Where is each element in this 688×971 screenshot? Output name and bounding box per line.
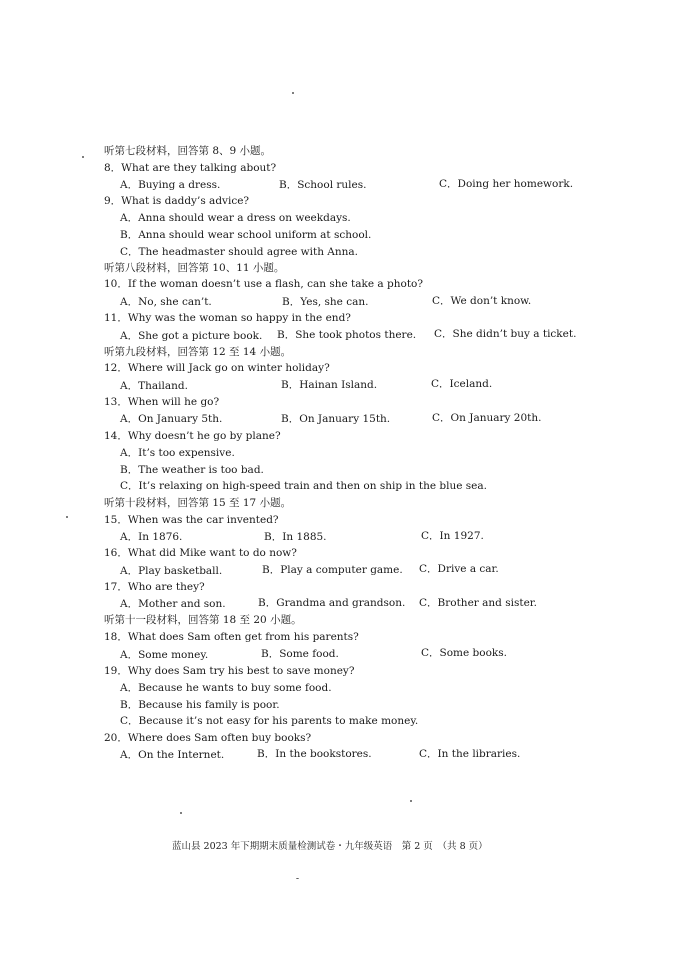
option-b: B．Because his family is poor.: [120, 699, 280, 711]
option-b: B．School rules.: [279, 179, 367, 191]
option-a: A．On the Internet.: [120, 749, 225, 761]
option-c: C．It’s relaxing on high-speed train and then on ship in the blue sea.: [120, 480, 487, 492]
option-a: A．Some money.: [120, 649, 209, 661]
question-text: 9．What is daddy’s advice?: [104, 195, 250, 207]
scan-speck: [82, 156, 84, 158]
section-heading: 听第十段材料，回答第 15 至 17 小题。: [104, 497, 292, 509]
scan-speck: [410, 800, 412, 802]
section-heading: 听第九段材料，回答第 12 至 14 小题。: [104, 346, 292, 358]
option-c: C．In the libraries.: [419, 748, 521, 760]
scan-speck: [292, 92, 294, 94]
option-a: A．On January 5th.: [120, 413, 223, 425]
option-a: A．Buying a dress.: [120, 179, 221, 191]
option-c: C．On January 20th.: [432, 412, 542, 424]
page-footer: 蓝山县 2023 年下期期末质量检测试卷・九年级英语 第 2 页 （共 8 页）: [172, 841, 488, 852]
question-text: 12．Where will Jack go on winter holiday?: [104, 362, 330, 374]
option-a: A．Thailand.: [120, 380, 188, 392]
question-text: 15．When was the car invented?: [104, 514, 279, 526]
section-heading: 听第八段材料，回答第 10、11 小题。: [104, 262, 285, 274]
option-b: B．Yes, she can.: [282, 296, 369, 308]
option-c: C．Doing her homework.: [439, 178, 574, 190]
scan-speck: [66, 516, 68, 518]
option-a: A．Play basketball.: [120, 565, 223, 577]
option-a: A．Anna should wear a dress on weekdays.: [120, 212, 351, 224]
question-text: 20．Where does Sam often buy books?: [104, 732, 312, 744]
option-b: B．Play a computer game.: [262, 564, 403, 576]
question-text: 11．Why was the woman so happy in the end?: [104, 312, 351, 324]
question-text: 19．Why does Sam try his best to save money?: [104, 665, 355, 677]
section-heading: 听第十一段材料，回答第 18 至 20 小题。: [104, 614, 302, 626]
question-text: 8．What are they talking about?: [104, 162, 277, 174]
option-b: B．Some food.: [261, 648, 339, 660]
option-b: B．The weather is too bad.: [120, 464, 264, 476]
option-b: B．On January 15th.: [281, 413, 391, 425]
scan-speck: [296, 878, 299, 879]
question-text: 18．What does Sam often get from his parents?: [104, 631, 359, 643]
question-text: 14．Why doesn’t he go by plane?: [104, 430, 281, 442]
option-a: A．Mother and son.: [120, 598, 226, 610]
option-c: C．The headmaster should agree with Anna.: [120, 246, 358, 258]
question-text: 13．When will he go?: [104, 396, 220, 408]
option-a: A．No, she can’t.: [120, 296, 212, 308]
option-c: C．In 1927.: [421, 530, 484, 542]
option-b: B．Anna should wear school uniform at school.: [120, 229, 372, 241]
option-c: C．She didn’t buy a ticket.: [434, 328, 577, 340]
option-c: C．Drive a car.: [419, 563, 499, 575]
option-a: A．Because he wants to buy some food.: [120, 682, 332, 694]
scan-speck: [180, 812, 182, 814]
question-text: 17．Who are they?: [104, 581, 205, 593]
question-text: 16．What did Mike want to do now?: [104, 547, 297, 559]
option-c: C．Some books.: [421, 647, 508, 659]
section-heading: 听第七段材料，回答第 8、9 小题。: [104, 145, 272, 157]
option-b: B．In 1885.: [264, 531, 327, 543]
option-b: B．She took photos there.: [277, 329, 417, 341]
option-c: C．Brother and sister.: [419, 597, 537, 609]
option-a: A．She got a picture book.: [120, 330, 263, 342]
option-a: A．It’s too expensive.: [120, 447, 235, 459]
option-c: C．We don’t know.: [432, 295, 532, 307]
option-c: C．Iceland.: [431, 378, 493, 390]
option-b: B．Hainan Island.: [281, 379, 378, 391]
option-b: B．In the bookstores.: [257, 748, 372, 760]
question-text: 10．If the woman doesn’t use a flash, can she take a photo?: [104, 278, 423, 290]
option-b: B．Grandma and grandson.: [258, 597, 406, 609]
option-a: A．In 1876.: [120, 531, 183, 543]
option-c: C．Because it’s not easy for his parents to make money.: [120, 715, 419, 727]
